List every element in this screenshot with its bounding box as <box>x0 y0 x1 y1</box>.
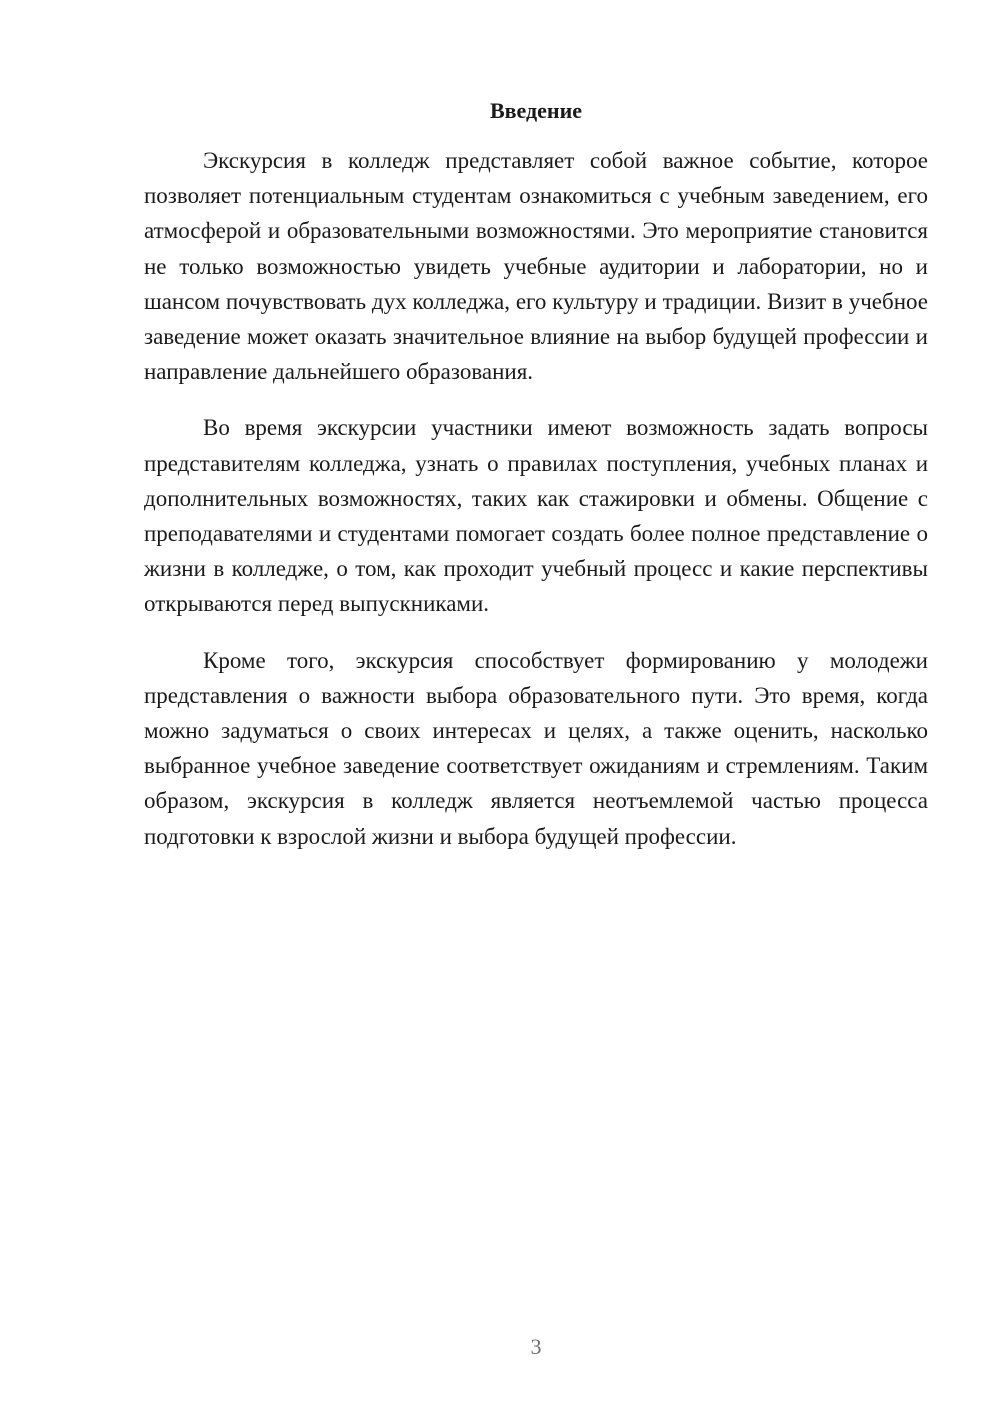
page-number: 3 <box>530 1334 542 1359</box>
paragraph: Во время экскурсии участники имеют возможность задать вопросы представителям колледжа, узнать о правилах поступления, учебных планах и дополнительных возможностях, таких как стажировки и обмены. Общение с преподавателями и студентами помогает создать более полное представление о жизни в колледже, о том, как проходит учебный процесс и какие перспективы открываются перед выпускниками. <box>144 415 928 617</box>
paragraph: Экскурсия в колледж представляет собой важное событие, которое позволяет потенциальным студентам ознакомиться с учебным заведением, его атмосферой и образовательными возможностями. Это мероприятие становится не только возможностью увидеть учебные аудитории и лаборатории, но и шансом почувствовать дух колледжа, его культуру и традиции. Визит в учебное заведение может оказать значительное влияние на выбор будущей профессии и направление дальнейшего образования. <box>144 148 928 385</box>
body-text <box>144 143 928 875</box>
section-title: Введение <box>489 98 583 123</box>
paragraph: Кроме того, экскурсия способствует формированию у молодежи представления о важности выбора образовательного пути. Это время, когда можно задуматься о своих интересах и целях, а также оценить, насколько выбранное учебное заведение соответствует ожиданиям и стремлениям. Таким образом, экскурсия в колледж является неотъемлемой частью процесса подготовки к взрослой жизни и выбора будущей профессии. <box>144 647 928 849</box>
